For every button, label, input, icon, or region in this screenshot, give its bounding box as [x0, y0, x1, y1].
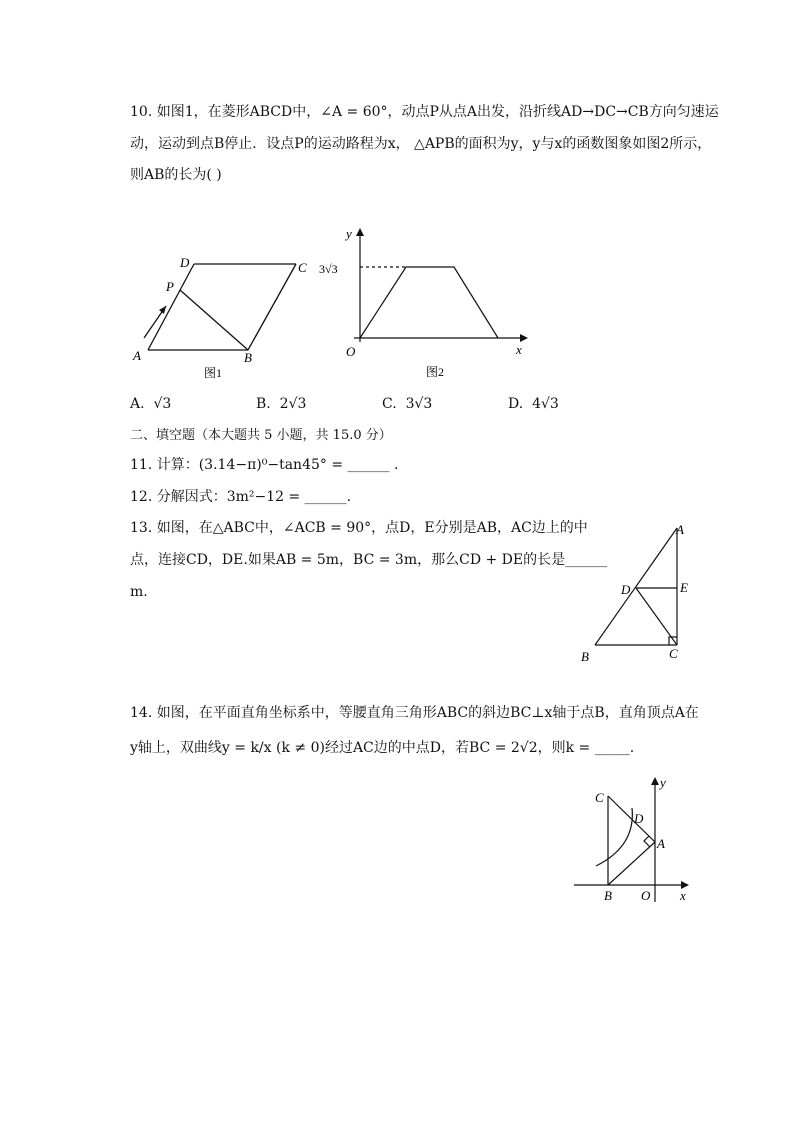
function-graph [360, 267, 498, 338]
label-o: O [641, 888, 651, 903]
origin-label: O [346, 344, 356, 359]
q10-figure-1 [128, 250, 318, 385]
q14-line-2: y轴上，双曲线y = k/x (k ≠ 0)经过AC边的中点D，若BC = 2√2，则k = _____. [130, 740, 635, 756]
label-y: y [660, 775, 666, 790]
choice-c [382, 396, 432, 412]
figure-2-caption: 图2 [426, 365, 445, 379]
label-c: C [669, 646, 678, 661]
label-d: D [621, 582, 631, 597]
side-ca [608, 796, 655, 842]
choice-a-value: √3 [153, 396, 172, 412]
choice-c-letter: C. [382, 396, 397, 412]
rhombus-side-cb [248, 264, 296, 350]
q13-figure [576, 518, 696, 668]
q13-line-1: 13. 如图，在△ABC中，∠ACB = 90°，点D，E分别是AB，AC边上的中 [130, 520, 588, 536]
motion-arrowhead [159, 306, 166, 314]
choice-c-value: 3√3 [405, 396, 433, 412]
label-x: x [680, 888, 686, 903]
q10-line-3: 则AB的长为( ) [130, 167, 222, 183]
section-2-heading: 二、填空题（本大题共 5 小题，共 15.0 分） [130, 428, 392, 443]
hyperbola-curve [596, 808, 632, 866]
label-b: B [604, 888, 612, 903]
choice-b [256, 396, 306, 412]
q13-line-2: 点，连接CD，DE.如果AB = 5m，BC = 3m，那么CD + DE的长是______ [130, 552, 608, 568]
label-c: C [595, 790, 604, 805]
q11-text: 11. 计算：(3.14−π)⁰−tan45° = ______ . [130, 457, 399, 473]
choice-b-value: 2√3 [279, 396, 307, 412]
figure-1-caption: 图1 [204, 366, 223, 380]
label-a: A [133, 348, 141, 363]
choice-a [130, 396, 171, 412]
label-d: D [634, 811, 644, 826]
choice-d-value: 4√3 [532, 396, 559, 412]
label-a: A [657, 836, 665, 851]
label-b: B [244, 350, 252, 365]
segment-pb [180, 290, 248, 350]
label-b: B [581, 649, 589, 664]
label-c: C [298, 260, 307, 275]
choice-b-letter: B. [256, 396, 271, 412]
y-axis-label: y [346, 226, 352, 241]
x-axis-label: x [516, 342, 522, 357]
label-p: P [166, 279, 174, 294]
label-e: E [680, 580, 688, 595]
x-arrowhead [520, 334, 528, 342]
rhombus-side-ad [148, 264, 194, 350]
label-d: D [180, 255, 190, 270]
q14-line-1: 14. 如图，在平面直角坐标系中，等腰直角三角形ABC的斜边BC⊥x轴于点B，直角顶点A在 [130, 705, 699, 721]
choice-a-letter: A. [130, 396, 145, 412]
peak-value-label: 3√3 [319, 262, 338, 276]
q12-text: 12. 分解因式：3m²−12 = ______. [130, 489, 352, 505]
q10-line-2: 动，运动到点B停止．设点P的运动路程为x， △APB的面积为y，y与x的函数图象如图2所示， [130, 136, 712, 152]
choice-d [508, 396, 559, 412]
right-angle-mark [644, 836, 650, 847]
y-arrowhead [651, 777, 659, 785]
label-a: A [676, 522, 684, 537]
y-arrowhead [356, 228, 364, 236]
side-ab [608, 842, 655, 885]
choice-d-letter: D. [508, 396, 524, 412]
q10-figure-2 [314, 226, 534, 386]
q13-line-3: m. [130, 584, 148, 600]
q10-line-1: 10. 如图1，在菱形ABCD中，∠A = 60°，动点P从点A出发，沿折线AD→DC→CB方向匀速运 [130, 104, 719, 120]
q14-figure [570, 774, 700, 906]
